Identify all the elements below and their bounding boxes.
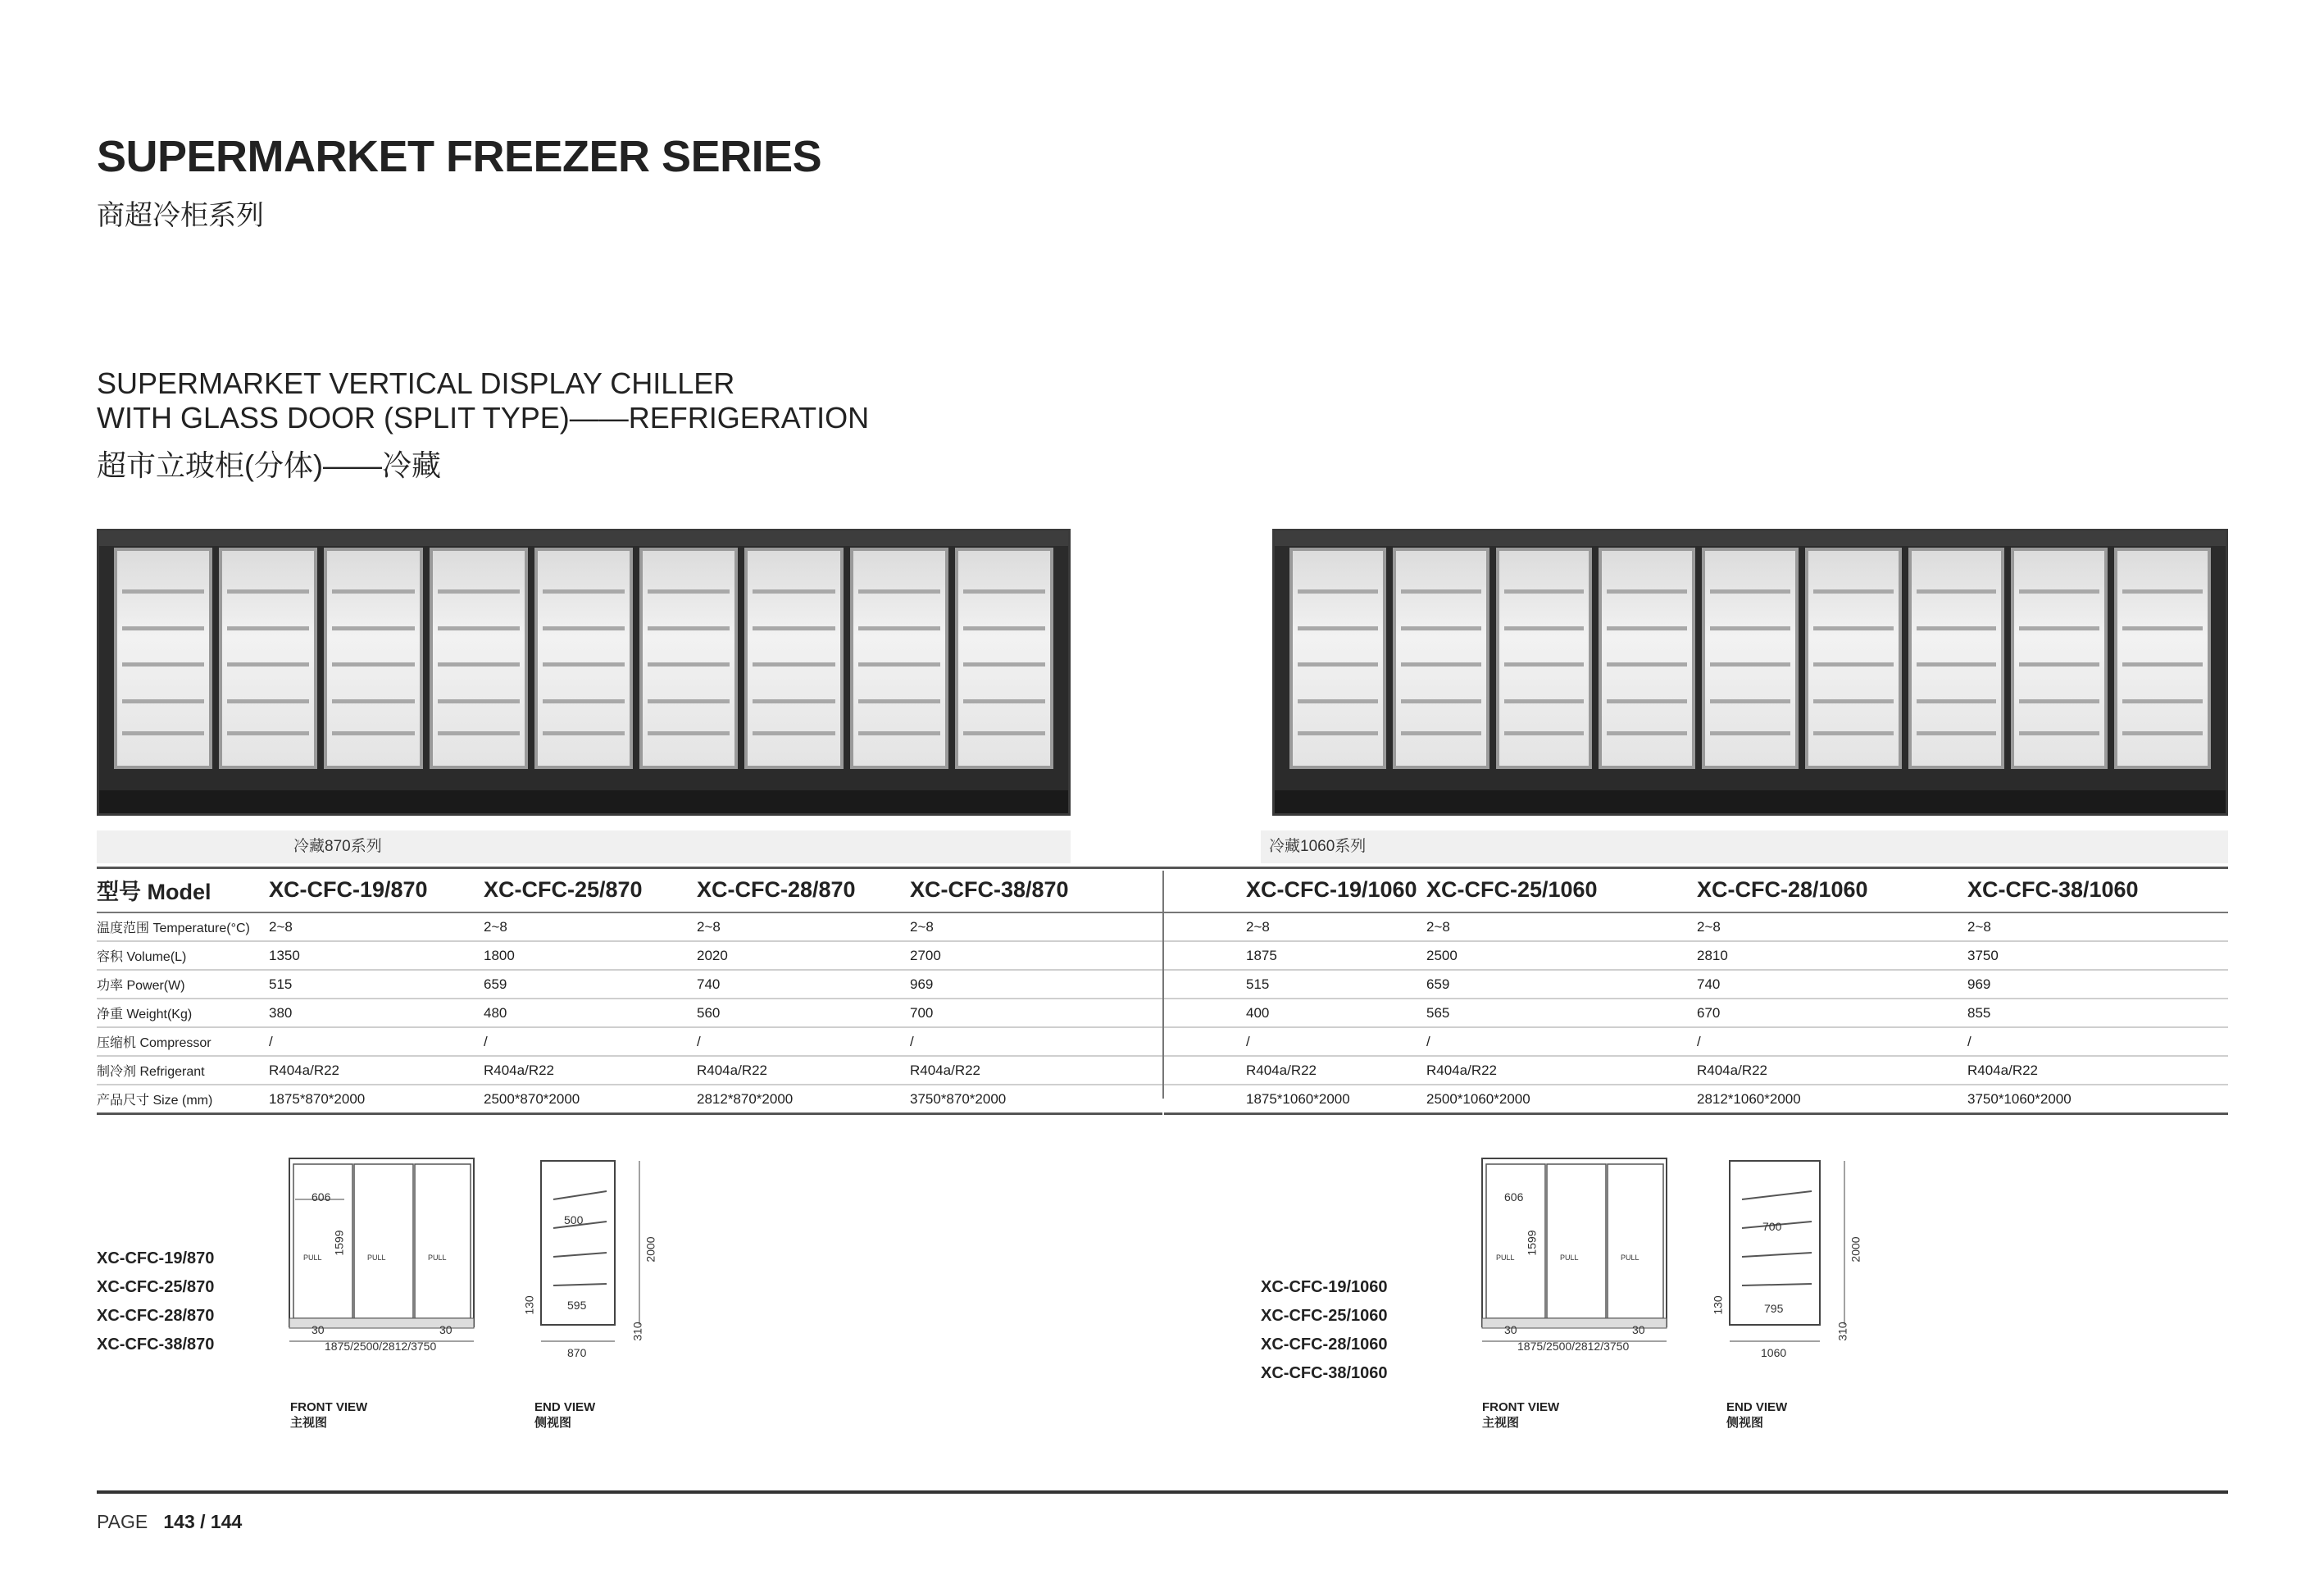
shelf	[1917, 662, 1997, 667]
glass-doors	[1289, 548, 2211, 769]
shelf	[227, 699, 309, 703]
shelf	[2122, 699, 2203, 703]
series-bar-870	[97, 830, 1071, 863]
row-label: 压缩机 Compressor	[97, 1027, 269, 1056]
dim-shelf: 700	[1762, 1220, 1782, 1233]
section-title-line1: SUPERMARKET VERTICAL DISPLAY CHILLER	[97, 366, 735, 400]
shelf	[2019, 626, 2099, 630]
row-label: 容积 Volume(L)	[97, 941, 269, 970]
dim-side-30b: 30	[439, 1323, 453, 1336]
glass-door	[2114, 548, 2211, 769]
pull-label-1: PULL	[303, 1254, 322, 1262]
table-row	[1164, 941, 2228, 970]
page-title-cn: 商超冷柜系列	[97, 200, 264, 231]
dim-door-width: 606	[1504, 1190, 1524, 1204]
glass-door	[2011, 548, 2108, 769]
table-cell: 2810	[1697, 941, 1967, 970]
glass-doors	[114, 548, 1053, 769]
table-cell: 380	[269, 999, 484, 1027]
model-header: XC-CFC-28/1060	[1697, 867, 1967, 912]
pull-label-2: PULL	[1560, 1254, 1579, 1262]
row-label: 净重 Weight(Kg)	[97, 999, 269, 1027]
table-cell: R404a/R22	[1426, 1056, 1697, 1085]
table-cell: 740	[1697, 970, 1967, 999]
shelf	[122, 699, 204, 703]
table-cell: 2~8	[269, 912, 484, 941]
shelf	[1401, 589, 1481, 594]
shelf	[1504, 699, 1585, 703]
shelf	[1607, 589, 1687, 594]
table-cell: 1875*870*2000	[269, 1085, 484, 1114]
shelf	[1813, 626, 1894, 630]
shelf	[1710, 626, 1790, 630]
row-label: 制冷剂 Refrigerant	[97, 1056, 269, 1085]
dim-side-30a: 30	[312, 1323, 325, 1336]
shelf	[648, 699, 730, 703]
table-cell: 1800	[484, 941, 697, 970]
shelf	[1401, 699, 1481, 703]
shelf	[332, 589, 414, 594]
shelf	[543, 731, 625, 735]
table-cell: 3750*870*2000	[910, 1085, 1162, 1114]
table-cell: 565	[1426, 999, 1697, 1027]
shelf	[648, 662, 730, 667]
model-header: XC-CFC-25/1060	[1426, 867, 1697, 912]
drawing-model-label: XC-CFC-38/870	[97, 1335, 215, 1354]
table-cell: 3750	[1967, 941, 2228, 970]
shelf	[1710, 589, 1790, 594]
table-cell: 659	[484, 970, 697, 999]
end-view-label: END VIEW	[534, 1400, 596, 1414]
table-row	[97, 1027, 1162, 1056]
end-view-label-cn: 侧视图	[1726, 1416, 1764, 1430]
dim-depth-inner: 795	[1764, 1302, 1784, 1315]
dim-height: 2000	[1849, 1236, 1862, 1263]
glass-door	[744, 548, 843, 769]
table-row	[1164, 867, 2228, 912]
table-cell: 2812*870*2000	[697, 1085, 910, 1114]
shelf	[438, 731, 520, 735]
table-cell: 2~8	[1164, 912, 1426, 941]
shelf	[543, 699, 625, 703]
dim-total-width: 1875/2500/2812/3750	[1517, 1340, 1630, 1353]
table-cell: 1350	[269, 941, 484, 970]
pull-label-3: PULL	[1621, 1254, 1640, 1262]
table-cell: /	[910, 1027, 1162, 1056]
dim-side-30b: 30	[1632, 1323, 1645, 1336]
shelf	[963, 699, 1045, 703]
end-view-870	[516, 1154, 664, 1367]
shelf	[227, 589, 309, 594]
table-cell: 515	[1164, 970, 1426, 999]
series-bar-1060	[1261, 830, 2228, 863]
shelf	[753, 626, 835, 630]
dim-total-width: 1875/2500/2812/3750	[325, 1340, 437, 1353]
table-cell: 2~8	[1967, 912, 2228, 941]
shelf	[438, 589, 520, 594]
shelf	[1917, 589, 1997, 594]
table-cell: R404a/R22	[484, 1056, 697, 1085]
shelf	[1813, 731, 1894, 735]
table-cell: R404a/R22	[1697, 1056, 1967, 1085]
shelf	[1607, 626, 1687, 630]
shelf	[753, 731, 835, 735]
shelf	[1298, 589, 1378, 594]
dim-depth: 870	[567, 1346, 587, 1359]
glass-door	[1496, 548, 1593, 769]
table-cell: 2500*870*2000	[484, 1085, 697, 1114]
table-cell: 2~8	[1426, 912, 1697, 941]
shelf	[858, 731, 940, 735]
glass-door	[114, 548, 212, 769]
glass-door	[1393, 548, 1489, 769]
shelf	[332, 662, 414, 667]
shelf	[858, 626, 940, 630]
table-cell: 1875	[1164, 941, 1426, 970]
row-label: 型号 Model	[97, 867, 269, 912]
shelf	[963, 589, 1045, 594]
front-view-label: FRONT VIEW	[290, 1400, 368, 1414]
table-cell: /	[697, 1027, 910, 1056]
drawing-model-label: XC-CFC-28/870	[97, 1307, 215, 1325]
shelf	[2122, 589, 2203, 594]
page-footer	[97, 1511, 242, 1533]
shelf	[1504, 589, 1585, 594]
series-label-1060: 冷藏1060系列	[1269, 838, 1367, 855]
section-title-cn: 超市立玻柜(分体)——冷藏	[97, 448, 441, 482]
table-row	[97, 999, 1162, 1027]
dim-door-height: 1599	[1525, 1230, 1539, 1256]
end-view-label: END VIEW	[1726, 1400, 1788, 1414]
table-cell: 659	[1426, 970, 1697, 999]
table-cell: 2812*1060*2000	[1697, 1085, 1967, 1114]
glass-door	[324, 548, 422, 769]
table-cell: 700	[910, 999, 1162, 1027]
shelf	[1710, 731, 1790, 735]
shelf	[1504, 626, 1585, 630]
table-cell: /	[1164, 1027, 1426, 1056]
shelf	[1813, 662, 1894, 667]
shelf	[1607, 662, 1687, 667]
table-row	[1164, 970, 2228, 999]
front-view-1060	[1471, 1154, 1685, 1367]
footer-rule	[97, 1490, 2228, 1494]
page-number: 143 / 144	[163, 1511, 243, 1532]
shelf	[1298, 626, 1378, 630]
shelf	[858, 589, 940, 594]
table-row	[97, 867, 1162, 912]
shelf	[753, 662, 835, 667]
shelf	[963, 662, 1045, 667]
shelf	[1917, 699, 1997, 703]
glass-door	[534, 548, 633, 769]
front-view-caption-870	[290, 1399, 367, 1431]
shelf	[122, 589, 204, 594]
shelf	[543, 662, 625, 667]
table-cell: /	[269, 1027, 484, 1056]
front-view-caption-1060	[1482, 1399, 1559, 1431]
table-cell: R404a/R22	[269, 1056, 484, 1085]
table-cell: 2~8	[910, 912, 1162, 941]
shelf	[1401, 662, 1481, 667]
dim-height: 2000	[644, 1236, 657, 1263]
shelf	[648, 626, 730, 630]
shelf	[1710, 662, 1790, 667]
glass-door	[1289, 548, 1386, 769]
front-view-870	[279, 1154, 492, 1367]
dim-depth-inner: 595	[567, 1299, 587, 1312]
table-row	[1164, 1027, 2228, 1056]
glass-door	[955, 548, 1053, 769]
table-cell: 2500	[1426, 941, 1697, 970]
table-row	[1164, 912, 2228, 941]
shelf	[227, 731, 309, 735]
section-title	[97, 366, 869, 435]
product-photo-870	[97, 529, 1071, 816]
table-cell: 2~8	[484, 912, 697, 941]
table-cell: /	[1697, 1027, 1967, 1056]
shelf	[1710, 699, 1790, 703]
series-label-870: 冷藏870系列	[293, 838, 382, 855]
dim-foot: 310	[1835, 1322, 1849, 1341]
table-cell: 2500*1060*2000	[1426, 1085, 1697, 1114]
pull-label-1: PULL	[1496, 1254, 1515, 1262]
end-view-caption-1060	[1726, 1399, 1787, 1431]
drawing-model-label: XC-CFC-28/1060	[1261, 1335, 1388, 1354]
table-cell: 515	[269, 970, 484, 999]
table-cell: 969	[910, 970, 1162, 999]
shelf	[1298, 699, 1378, 703]
shelf	[2019, 589, 2099, 594]
table-cell: 2700	[910, 941, 1162, 970]
spec-table-870	[97, 867, 1162, 1115]
front-view-label-cn: 主视图	[1482, 1416, 1520, 1430]
shelf	[122, 626, 204, 630]
table-row	[1164, 999, 2228, 1027]
shelf	[753, 699, 835, 703]
front-view-label-cn: 主视图	[290, 1416, 328, 1430]
end-view-1060	[1705, 1154, 1869, 1367]
glass-door	[1599, 548, 1695, 769]
glass-door	[1805, 548, 1902, 769]
shelf	[1813, 699, 1894, 703]
end-view-label-cn: 侧视图	[534, 1416, 572, 1430]
front-view-label: FRONT VIEW	[1482, 1400, 1560, 1414]
glass-door	[850, 548, 948, 769]
shelf	[963, 626, 1045, 630]
shelf	[332, 626, 414, 630]
table-row	[1164, 1085, 2228, 1114]
table-cell: 1875*1060*2000	[1164, 1085, 1426, 1114]
shelf	[543, 626, 625, 630]
dim-base: 130	[522, 1295, 536, 1315]
table-cell: 400	[1164, 999, 1426, 1027]
table-cell: R404a/R22	[697, 1056, 910, 1085]
drawing-model-label: XC-CFC-19/1060	[1261, 1278, 1388, 1296]
section-title-line2: WITH GLASS DOOR (SPLIT TYPE)——REFRIGERATION	[97, 401, 870, 435]
model-header: XC-CFC-38/1060	[1967, 867, 2228, 912]
table-row	[1164, 1056, 2228, 1085]
shelf	[438, 662, 520, 667]
dim-shelf: 500	[564, 1213, 584, 1226]
table-cell: /	[484, 1027, 697, 1056]
shelf	[2019, 731, 2099, 735]
glass-door	[1908, 548, 2005, 769]
table-cell: 855	[1967, 999, 2228, 1027]
table-cell: 3750*1060*2000	[1967, 1085, 2228, 1114]
shelf	[1504, 731, 1585, 735]
table-cell: 2020	[697, 941, 910, 970]
drawing-model-list-1060	[1261, 1273, 1388, 1388]
pull-label-2: PULL	[367, 1254, 386, 1262]
table-row	[97, 970, 1162, 999]
shelf	[1401, 731, 1481, 735]
dim-door-width: 606	[312, 1190, 331, 1204]
table-cell: 670	[1697, 999, 1967, 1027]
table-cell: R404a/R22	[1967, 1056, 2228, 1085]
shelf	[2019, 699, 2099, 703]
row-label: 功率 Power(W)	[97, 970, 269, 999]
table-cell: 480	[484, 999, 697, 1027]
table-cell: /	[1967, 1027, 2228, 1056]
dim-foot: 310	[630, 1322, 644, 1341]
product-photo-1060	[1272, 529, 2228, 816]
shelf	[858, 662, 940, 667]
shelf	[1401, 626, 1481, 630]
shelf	[753, 589, 835, 594]
shelf	[438, 699, 520, 703]
shelf	[648, 589, 730, 594]
table-row	[97, 1056, 1162, 1085]
model-header: XC-CFC-28/870	[697, 867, 910, 912]
shelf	[2122, 662, 2203, 667]
page-label: PAGE	[97, 1511, 148, 1532]
page-title: SUPERMARKET FREEZER SERIES	[97, 132, 822, 181]
shelf	[543, 589, 625, 594]
shelf	[332, 731, 414, 735]
table-cell: /	[1426, 1027, 1697, 1056]
shelf	[1813, 589, 1894, 594]
shelf	[1917, 731, 1997, 735]
table-cell: R404a/R22	[1164, 1056, 1426, 1085]
end-view-caption-870	[534, 1399, 595, 1431]
drawing-model-label: XC-CFC-38/1060	[1261, 1364, 1388, 1382]
table-cell: 969	[1967, 970, 2228, 999]
table-row	[97, 941, 1162, 970]
model-header: XC-CFC-38/870	[910, 867, 1162, 912]
shelf	[2122, 731, 2203, 735]
model-header: XC-CFC-25/870	[484, 867, 697, 912]
shelf	[2019, 662, 2099, 667]
drawing-model-list-870	[97, 1244, 214, 1359]
drawing-model-label: XC-CFC-25/1060	[1261, 1307, 1388, 1325]
shelf	[122, 662, 204, 667]
glass-door	[639, 548, 738, 769]
shelf	[2122, 626, 2203, 630]
table-cell: 2~8	[697, 912, 910, 941]
dim-side-30a: 30	[1504, 1323, 1517, 1336]
shelf	[648, 731, 730, 735]
drawing-model-label: XC-CFC-19/870	[97, 1249, 215, 1267]
shelf	[1298, 731, 1378, 735]
table-row	[97, 1085, 1162, 1114]
dim-door-height: 1599	[332, 1230, 346, 1256]
model-header: XC-CFC-19/870	[269, 867, 484, 912]
shelf	[227, 626, 309, 630]
shelf	[1607, 731, 1687, 735]
table-cell: R404a/R22	[910, 1056, 1162, 1085]
shelf	[1298, 662, 1378, 667]
shelf	[227, 662, 309, 667]
shelf	[963, 731, 1045, 735]
dim-base: 130	[1711, 1295, 1725, 1315]
shelf	[1917, 626, 1997, 630]
glass-door	[219, 548, 317, 769]
shelf	[332, 699, 414, 703]
dim-depth: 1060	[1761, 1346, 1787, 1359]
model-header: XC-CFC-19/1060	[1164, 867, 1426, 912]
table-row	[97, 912, 1162, 941]
shelf	[858, 699, 940, 703]
spec-table-1060	[1164, 867, 2228, 1115]
shelf	[122, 731, 204, 735]
table-cell: 2~8	[1697, 912, 1967, 941]
glass-door	[430, 548, 528, 769]
shelf	[1607, 699, 1687, 703]
drawing-model-label: XC-CFC-25/870	[97, 1278, 215, 1296]
row-label: 温度范围 Temperature(°C)	[97, 912, 269, 941]
glass-door	[1702, 548, 1799, 769]
table-cell: 740	[697, 970, 910, 999]
shelf	[438, 626, 520, 630]
shelf	[1504, 662, 1585, 667]
row-label: 产品尺寸 Size (mm)	[97, 1085, 269, 1114]
table-cell: 560	[697, 999, 910, 1027]
pull-label-3: PULL	[428, 1254, 447, 1262]
